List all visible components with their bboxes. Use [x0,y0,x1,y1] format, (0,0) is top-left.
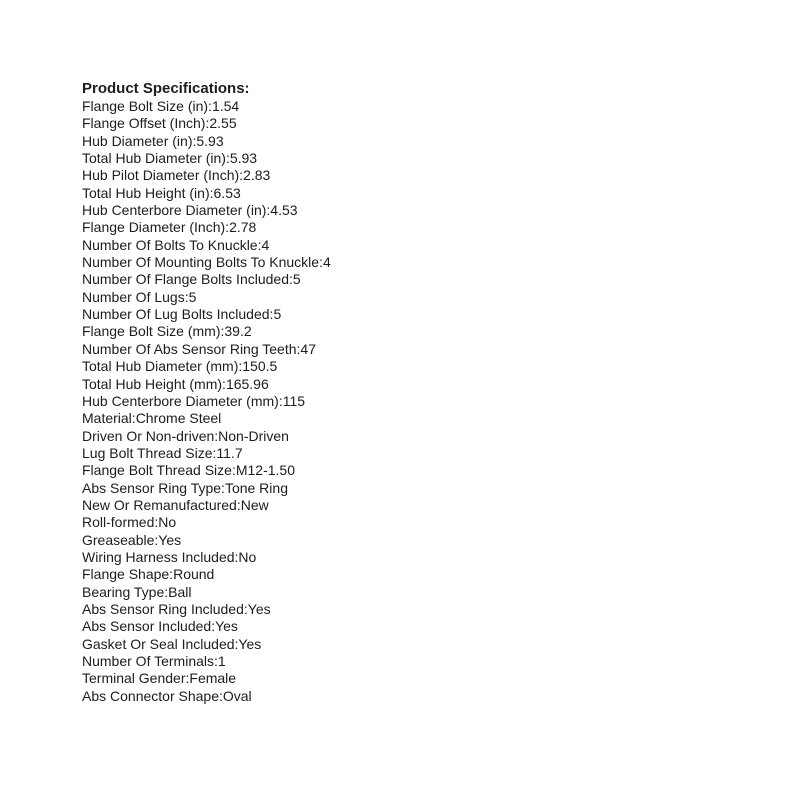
spec-row [82,185,331,202]
spec-label: Number Of Bolts To Knuckle: [82,236,262,253]
spec-row [82,358,331,375]
spec-label: Abs Sensor Included: [82,618,216,635]
spec-value: Yes [215,618,238,635]
spec-value: New [240,496,269,513]
spec-value: Yes [247,600,271,617]
spec-value: 39.2 [224,323,252,340]
spec-label: Total Hub Diameter (in): [82,150,230,167]
spec-row [82,480,331,497]
spec-label: Roll-formed: [82,514,159,531]
spec-row [82,653,331,670]
spec-label: Number Of Lug Bolts Included: [82,306,274,323]
spec-row [82,98,331,115]
spec-label: Terminal Gender: [82,670,190,687]
spec-value: Yes [238,635,262,652]
spec-row [82,549,331,566]
spec-label: Number Of Mounting Bolts To Knuckle: [82,254,323,271]
spec-row [82,688,331,705]
spec-label: Greaseable: [82,531,159,548]
spec-label: Number Of Terminals: [82,653,218,669]
spec-row [82,133,331,150]
spec-value: Chrome Steel [135,410,222,427]
spec-label: Flange Bolt Size (mm): [82,323,225,340]
spec-row [82,237,331,254]
spec-label: Hub Diameter (in): [82,132,197,149]
spec-row [82,271,331,288]
spec-label: Flange Diameter (Inch): [82,219,230,236]
spec-row [82,289,331,306]
spec-value: 4 [322,254,331,271]
spec-value: 47 [300,340,316,357]
spec-value: 2.83 [243,167,271,184]
spec-value: 1 [217,653,226,669]
spec-value: 115 [282,392,306,409]
spec-value: Tone Ring [224,479,288,496]
spec-row [82,115,331,132]
spec-label: Total Hub Height (mm): [82,375,226,392]
spec-row [82,618,331,635]
spec-row [82,566,331,583]
spec-label: Hub Centerbore Diameter (mm): [82,392,283,409]
spec-row [82,202,331,219]
spec-label: Hub Centerbore Diameter (in): [82,202,271,219]
spec-value: Oval [222,687,252,704]
spec-value: 5 [273,306,282,323]
spec-row [82,497,331,514]
spec-row [82,601,331,618]
spec-label: Lug Bolt Thread Size: [82,444,217,461]
spec-row [82,445,331,462]
spec-value: M12-1.50 [235,462,295,479]
spec-row [82,410,331,427]
spec-value: 2.78 [229,219,257,236]
specifications-title: Product Specifications: [82,80,250,97]
spec-label: Flange Bolt Thread Size: [82,462,236,479]
spec-row [82,341,331,358]
spec-row [82,376,331,393]
spec-row [82,584,331,601]
spec-row [82,254,331,271]
spec-label: Flange Shape: [82,566,174,583]
spec-label: Number Of Lugs: [82,288,189,305]
spec-value: 5 [188,288,197,305]
spec-label: Total Hub Height (in): [82,184,214,201]
spec-row [82,636,331,653]
spec-label: Flange Bolt Size (in): [82,98,212,114]
spec-value: 5.93 [196,132,224,149]
spec-label: New Or Remanufactured: [82,496,241,513]
spec-value: Ball [168,583,192,600]
spec-label: Gasket Or Seal Included: [82,635,239,652]
spec-label: Total Hub Diameter (mm): [82,358,243,375]
spec-row [82,323,331,340]
spec-value: No [158,514,177,531]
spec-row [82,393,331,410]
spec-row [82,150,331,167]
spec-label: Bearing Type: [82,583,169,600]
spec-value: Round [173,566,215,583]
spec-value: 150.5 [242,358,278,375]
spec-label: Hub Pilot Diameter (Inch): [82,167,244,184]
spec-row [82,514,331,531]
spec-value: 11.7 [216,444,243,461]
specifications-list [82,98,331,705]
spec-value: 6.53 [213,184,241,201]
spec-value: 5 [292,271,301,288]
spec-label: Material: [82,410,136,427]
spec-row [82,670,331,687]
spec-label: Flange Offset (Inch): [82,115,210,132]
spec-value: 165.96 [225,375,269,392]
spec-row [82,462,331,479]
spec-row [82,532,331,549]
product-specifications-section [82,80,331,705]
spec-value: 2.55 [209,115,237,132]
spec-value: Yes [158,531,182,548]
spec-value: No [238,548,257,565]
spec-value: Female [189,670,237,687]
spec-value: 4.53 [270,202,298,219]
spec-value: 4 [261,236,270,253]
spec-value: 5.93 [229,150,258,167]
spec-label: Wiring Harness Included: [82,548,239,565]
spec-row [82,167,331,184]
spec-value: Non-Driven [218,427,289,444]
spec-value: 1.54 [211,98,240,114]
spec-label: Number Of Flange Bolts Included: [82,271,293,288]
spec-label: Abs Sensor Ring Type: [82,479,225,496]
spec-label: Driven Or Non-driven: [82,427,219,444]
spec-label: Number Of Abs Sensor Ring Teeth: [82,340,301,357]
spec-label: Abs Sensor Ring Included: [82,600,248,617]
spec-row [82,219,331,236]
spec-label: Abs Connector Shape: [82,687,223,704]
spec-row [82,306,331,323]
spec-row [82,428,331,445]
